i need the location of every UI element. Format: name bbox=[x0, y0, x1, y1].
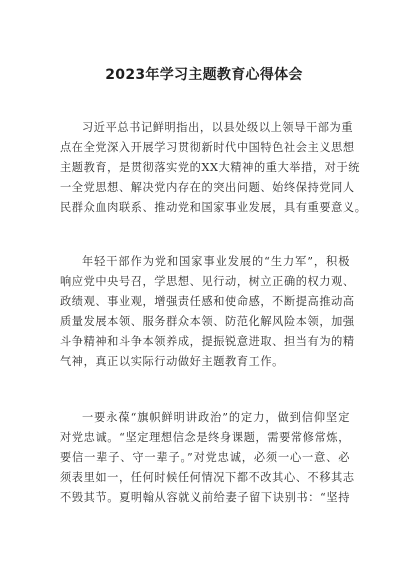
paragraph-line: 须表里如一，任何时候任何情况下都不改其心、不移其志 bbox=[60, 471, 355, 484]
paragraph-line: 习近平总书记鲜明指出，以县处级以上领导干部为重 bbox=[82, 121, 354, 134]
paragraph-line: 政绩观、事业观，增强责任感和使命感，不断提高推动高 bbox=[60, 295, 355, 308]
paragraph-line: 主题教育，是贯彻落实党的XX大精神的重大举措，对于统 bbox=[60, 161, 361, 174]
document-title: 2023年学习主题教育心得体会 bbox=[105, 67, 303, 83]
paragraph-line: 质量发展本领、服务群众本领、防范化解风险本领，加强 bbox=[60, 315, 355, 328]
paragraph-line: 对党忠诚。“坚定理想信念是终身课题，需要常修常炼， bbox=[60, 431, 350, 444]
paragraph-line: 要信一辈子、守一辈子。”对党忠诚，必须一心一意、必 bbox=[60, 451, 350, 464]
paragraph-line: 点在全党深入开展学习贯彻新时代中国特色社会主义思想 bbox=[60, 141, 355, 154]
paragraph-line: 年轻干部作为党和国家事业发展的“生力军”，积极 bbox=[82, 255, 350, 268]
paragraph-line: 一要永葆“旗帜鲜明讲政治”的定力，做到信仰坚定 bbox=[82, 411, 350, 424]
paragraph-2 bbox=[60, 252, 355, 372]
paragraph-line: 斗争精神和斗争本领养成，提振锐意进取、担当有为的精 bbox=[60, 335, 355, 348]
paragraph-line: 民群众血肉联系、推动党和国家事业发展，具有重要意义。 bbox=[60, 201, 367, 214]
paragraph-line: 一全党思想、解决党内存在的突出问题、始终保持党同人 bbox=[60, 181, 355, 194]
paragraph-3 bbox=[60, 408, 355, 508]
paragraph-line: 气神，真正以实际行动做好主题教育工作。 bbox=[60, 355, 284, 368]
paragraph-line: 响应党中央号召，学思想、见行动，树立正确的权力观、 bbox=[60, 275, 355, 288]
paragraph-1 bbox=[60, 118, 367, 218]
paragraph-line: 不毁其节。夏明翰从容就义前给妻子留下诀别书：“坚持 bbox=[60, 491, 350, 504]
